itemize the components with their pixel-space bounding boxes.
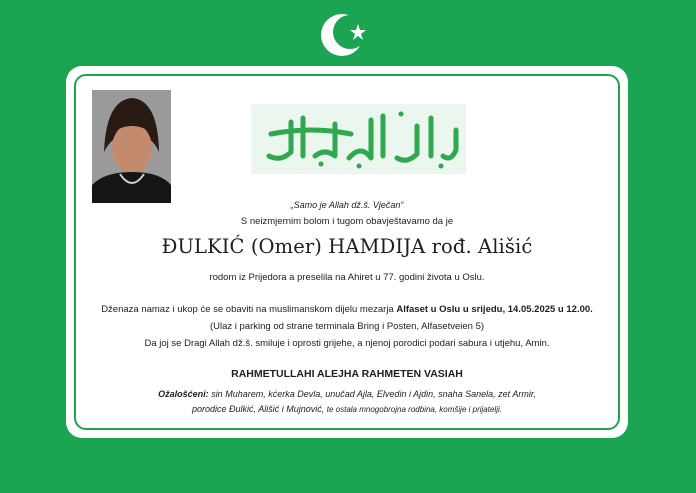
mourners-line2: porodice Đulkić, Ališić i Mujnović, xyxy=(192,404,325,414)
mourners-label: Ožalošćeni: xyxy=(158,389,209,399)
mourners-line1: sin Muharem, kćerka Devla, unučad Ajla, Elvedin i Ajdin, snaha Sanela, zet Armir, xyxy=(211,389,536,399)
funeral-text: Dženaza namaz i ukop će se obaviti na muslimanskom dijelu mezarja xyxy=(101,304,394,315)
announcement-intro: S neizmjernim bolom i tugom obavještavamo da je xyxy=(240,216,454,227)
portrait-photo xyxy=(92,90,171,203)
origin-text: rodom iz Prijedora a preselila na Ahiret u 77. godini života u Oslu. xyxy=(209,272,485,283)
funeral-place-date: Alfaset u Oslu u srijedu, 14.05.2025 u 12.00. xyxy=(396,304,593,315)
mourners-line2-small: te ostala mnogobrojna rodbina, komšije i prijatelji. xyxy=(326,405,502,414)
funeral-details xyxy=(76,304,618,315)
deceased-name: ĐULKIĆ (Omer) HAMDIJA rođ. Ališić xyxy=(161,235,533,258)
mourners xyxy=(76,387,618,417)
arabic-calligraphy-icon xyxy=(251,104,466,174)
quote: „Samo je Allah dž.š. Vječan“ xyxy=(290,200,404,210)
parking-info: (Ulaz i parking od strane terminala Bring i Posten, Alfasetveien 5) xyxy=(209,321,485,332)
prayer-text: Da joj se Dragi Allah dž.š. smiluje i oprosti grijehe, a njenoj porodici podari sabura i utjehu, Amin. xyxy=(144,338,550,349)
rahmet-heading: RAHMETULLAHI ALEJHA RAHMETEN VASIAH xyxy=(231,368,463,380)
crescent-star-icon xyxy=(320,10,376,60)
card-border xyxy=(74,74,620,430)
obituary-card xyxy=(66,66,628,438)
